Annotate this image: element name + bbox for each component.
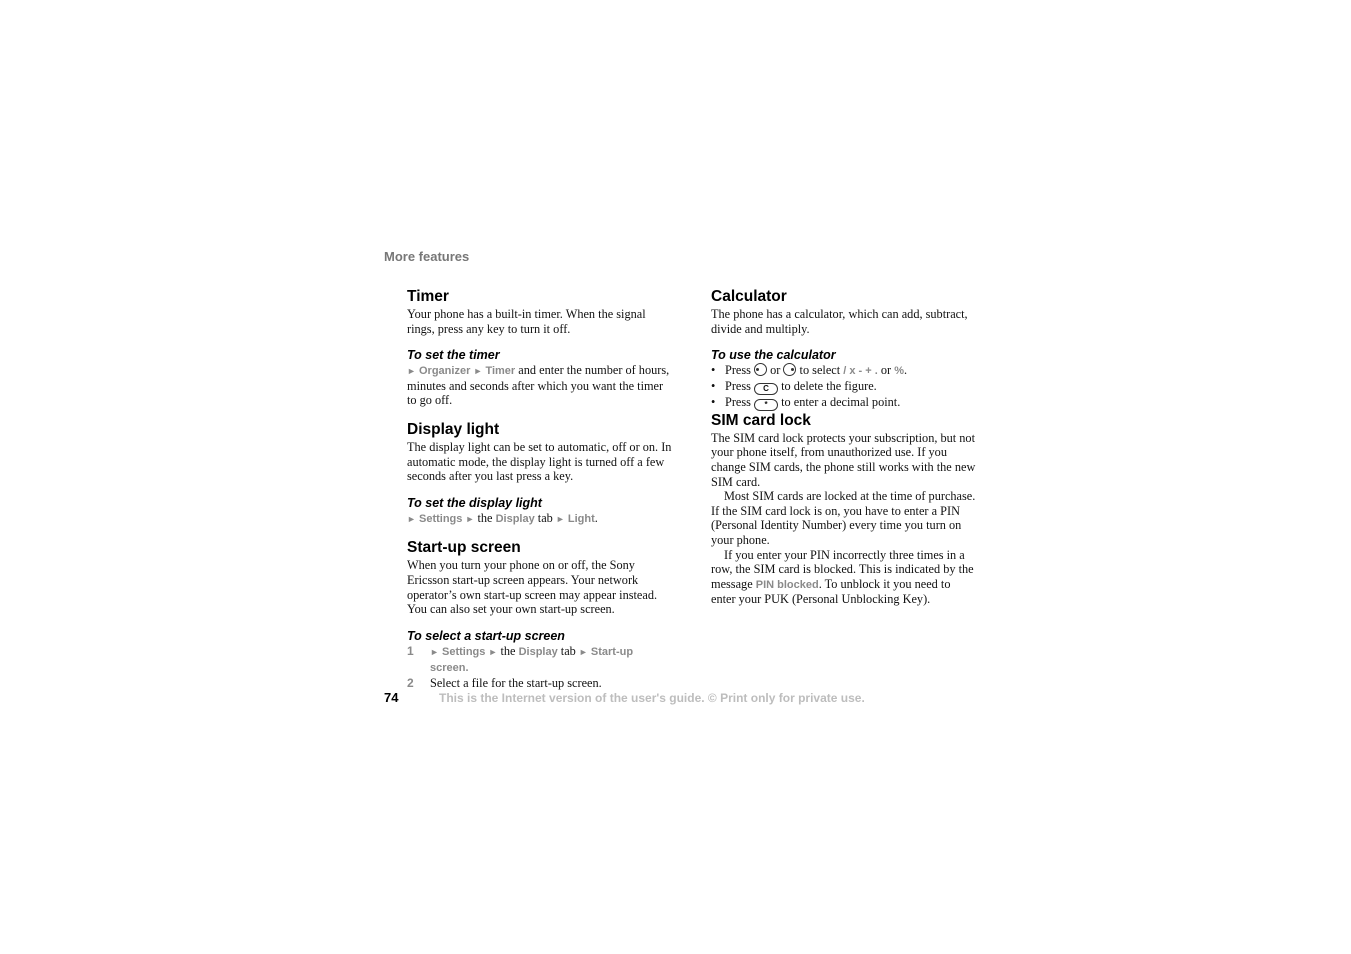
display-light-subheading: To set the display light (407, 495, 542, 510)
timer-heading: Timer (407, 288, 449, 305)
timer-instruction-text: and enter the number of hours, minutes and seconds after which you want the timer to go off. (407, 363, 670, 408)
menu-organizer: Organizer (419, 365, 471, 378)
sim-paragraph-1: The SIM card lock protects your subscription, but not your phone itself, from unauthorized use. If you change SIM cards, the phone still works with the new SIM card. (711, 430, 976, 489)
period: . (465, 661, 469, 674)
calculator-steps (711, 363, 977, 411)
calculator-body: The phone has a calculator, which can add, subtract, divide and multiply. (711, 307, 968, 336)
calculator-subheading: To use the calculator (711, 348, 836, 363)
list-item (711, 363, 977, 379)
press-text: Press (725, 378, 755, 393)
the-text: the (474, 510, 496, 525)
arrow-right-icon: ► (488, 646, 498, 657)
footer-note: This is the Internet version of the user's guide. © Print only for private use. (439, 691, 865, 705)
arrow-right-icon: ► (407, 366, 416, 377)
delete-text: to delete the figure. (778, 378, 877, 393)
menu-settings: Settings (442, 645, 486, 658)
section-header: More features (384, 249, 470, 264)
select-text: to select (796, 363, 844, 378)
step-number: 2 (407, 675, 414, 690)
bullet-icon: • (711, 363, 716, 378)
menu-display: Display (495, 512, 535, 525)
step-number: 1 (407, 643, 414, 658)
sim-paragraph-2: Most SIM cards are locked at the time of purchase. If the SIM card lock is on, you have to enter a PIN (Personal Identity Number) every time you turn on your phone. (711, 489, 976, 547)
sim-p3-end: . To unblock it you need to enter your PUK (Personal Unblocking Key). (711, 576, 951, 607)
arrow-right-icon: ► (578, 646, 588, 657)
bullet-icon: • (711, 378, 716, 393)
arrow-right-icon: ► (407, 513, 416, 524)
period: . (594, 510, 598, 525)
menu-startup-screen: Start-up screen (430, 645, 634, 674)
sim-paragraph-3 (711, 548, 977, 607)
timer-instruction (407, 363, 673, 408)
left-column (407, 287, 673, 691)
step-text: Select a file for the start-up screen. (430, 675, 602, 690)
star-key-icon: * (754, 399, 778, 411)
sim-card-lock-heading: SIM card lock (711, 411, 811, 429)
menu-settings: Settings (419, 512, 463, 525)
press-text: Press (725, 394, 755, 409)
calculator-heading: Calculator (711, 288, 787, 305)
list-item (711, 395, 977, 411)
display-light-instruction (407, 511, 673, 527)
or-text: or (767, 363, 784, 378)
startup-screen-heading: Start-up screen (407, 539, 521, 557)
arrow-right-icon: ► (555, 513, 565, 524)
press-text: Press (725, 363, 755, 378)
list-item (407, 676, 673, 691)
menu-timer: Timer (485, 365, 516, 378)
navigation-left-key-icon (754, 363, 767, 376)
period: . (903, 363, 908, 378)
display-light-heading: Display light (407, 420, 500, 438)
menu-display: Display (518, 645, 558, 658)
arrow-right-icon: ► (465, 513, 475, 524)
page-number: 74 (384, 690, 399, 705)
c-key-icon: C (754, 383, 778, 395)
the-text: the (497, 643, 519, 658)
list-item (407, 644, 673, 676)
right-column (711, 287, 977, 607)
navigation-right-key-icon (783, 363, 796, 376)
arrow-right-icon: ► (430, 646, 439, 657)
pin-blocked-message: PIN blocked (755, 578, 819, 591)
startup-screen-subheading: To select a start-up screen (407, 628, 565, 643)
percent-text: % (894, 365, 904, 378)
display-light-body: The display light can be set to automatic, off or on. In automatic mode, the display light is turned off a few seconds after you last press a key. (407, 439, 672, 484)
sim-p3-start: If you enter your PIN incorrectly three times in a row, the SIM card is blocked. This is indicated by the message (711, 547, 974, 591)
decimal-text: to enter a decimal point. (778, 394, 901, 409)
timer-body: Your phone has a built-in timer. When the signal rings, press any key to turn it off. (407, 307, 646, 336)
tab-text: tab (557, 643, 579, 658)
or-text: or (877, 363, 895, 378)
bullet-icon: • (711, 394, 716, 409)
startup-steps (407, 644, 673, 691)
timer-subheading: To set the timer (407, 348, 500, 363)
startup-screen-body: When you turn your phone on or off, the Sony Ericsson start-up screen appears. Your network operator’s own start-up screen may appear instead. You can also set your own start-up screen. (407, 558, 658, 617)
list-item (711, 379, 977, 395)
menu-light: Light (567, 512, 595, 525)
operators-text: / x - + . (843, 365, 878, 378)
arrow-right-icon: ► (473, 366, 483, 377)
tab-text: tab (534, 510, 556, 525)
